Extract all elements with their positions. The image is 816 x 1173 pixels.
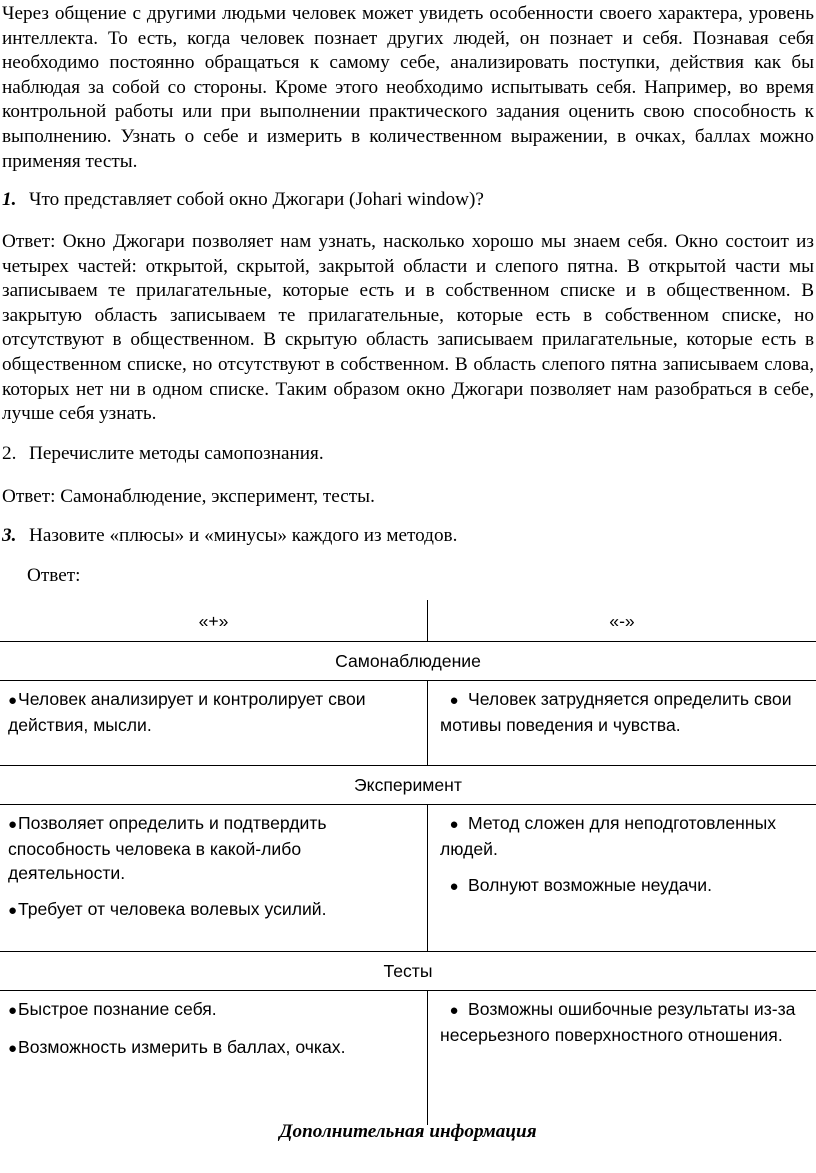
minus-cell bbox=[428, 681, 816, 766]
section-row bbox=[0, 952, 816, 991]
list-item: ● Метод сложен для неподготовленных людей. bbox=[440, 813, 777, 859]
list-item: ● Волнуют возможные неудачи. bbox=[440, 873, 806, 899]
question-number: 3. bbox=[2, 525, 17, 546]
minus-header: «-» bbox=[428, 600, 816, 642]
bullet-icon: ● bbox=[449, 816, 459, 833]
question-2 bbox=[2, 442, 814, 467]
bullet-icon: ● bbox=[449, 878, 459, 895]
bullet-icon: ● bbox=[449, 692, 459, 709]
table-row bbox=[0, 805, 816, 952]
bullet-icon: ● bbox=[449, 1002, 459, 1019]
answer-2: Ответ: Самонаблюдение, эксперимент, тесты. bbox=[2, 486, 375, 507]
question-text: Перечислите методы самопознания. bbox=[29, 443, 324, 464]
table-row bbox=[0, 991, 816, 1126]
question-number: 2. bbox=[2, 443, 17, 464]
plus-cell bbox=[0, 681, 428, 766]
minus-cell bbox=[428, 805, 816, 952]
methods-table bbox=[0, 600, 816, 1125]
bullet-icon: ● bbox=[8, 902, 18, 919]
bullet-icon: ● bbox=[8, 692, 18, 709]
section-row bbox=[0, 766, 816, 805]
plus-cell bbox=[0, 991, 428, 1126]
minus-cell bbox=[428, 991, 816, 1126]
intro-paragraph: Через общение с другими людьми человек может увидеть особенности своего характера, уровень интеллекта. То есть, когда человек познает других людей, он познает и себя. Познавая себя необходимо постоянно обращаться к самому себе, анализировать поступки, действия как бы наблюдая за собой со стороны. Кроме этого необходимо испытывать себя. Например, во время контрольной работы или при выполнении практического задания оценить свою способность к выполнению. Узнать о себе и измерить в количественном выражении, в очках, баллах можно применяя тесты. bbox=[2, 3, 814, 172]
section-heading: Дополнительная информация bbox=[279, 1121, 537, 1142]
question-1 bbox=[2, 188, 814, 213]
list-item: ●Возможность измерить в баллах, очках. bbox=[8, 1035, 417, 1061]
section-title: Эксперимент bbox=[0, 766, 816, 805]
question-number: 1. bbox=[2, 189, 17, 210]
list-item: ● Человек затрудняется определить свои мотивы поведения и чувства. bbox=[440, 689, 792, 735]
list-item: ● Возможны ошибочные результаты из-за несерьезного поверхностного отношения. bbox=[440, 999, 796, 1045]
section-title: Тесты bbox=[0, 952, 816, 991]
bullet-icon: ● bbox=[8, 816, 18, 833]
answer-3: Ответ: bbox=[27, 565, 81, 586]
list-item: ●Требует от человека волевых усилий. bbox=[8, 897, 417, 923]
question-text: Что представляет собой окно Джогари (Johari window)? bbox=[29, 189, 484, 210]
answer-1: Ответ: Окно Джогари позволяет нам узнать, насколько хорошо мы знаем себя. Окно состоит из четырех частей: открытой, скрытой, закрытой области и слепого пятна. В открытой части мы записываем те прилагательные, которые есть и в собственном списке и в общественном. В закрытую область записываем те прилагательные, которые есть в собственном списке, но отсутствуют в общественном. В скрытую область записываем прилагательные, которые есть в общественном списке, но отсутствуют в собственном. В область слепого пятна записываем слова, которых нет ни в одном списке. Таким образом окно Джогари позволяет нам разобраться в себе, лучше себя узнать. bbox=[2, 231, 814, 425]
bullet-icon: ● bbox=[8, 1002, 18, 1019]
list-item: ●Позволяет определить и подтвердить способность человека в какой-либо деятельности. bbox=[8, 813, 327, 883]
table-row bbox=[0, 681, 816, 766]
question-3 bbox=[2, 524, 814, 549]
plus-header: «+» bbox=[198, 610, 229, 631]
question-text: Назовите «плюсы» и «минусы» каждого из методов. bbox=[29, 525, 458, 546]
plus-cell bbox=[0, 805, 428, 952]
bullet-icon: ● bbox=[8, 1040, 18, 1057]
section-row bbox=[0, 642, 816, 681]
list-item: ●Человек анализирует и контролирует свои действия, мысли. bbox=[8, 689, 366, 735]
table-header-row bbox=[0, 600, 816, 642]
list-item: ●Быстрое познание себя. bbox=[8, 997, 417, 1023]
section-title: Самонаблюдение bbox=[0, 642, 816, 681]
